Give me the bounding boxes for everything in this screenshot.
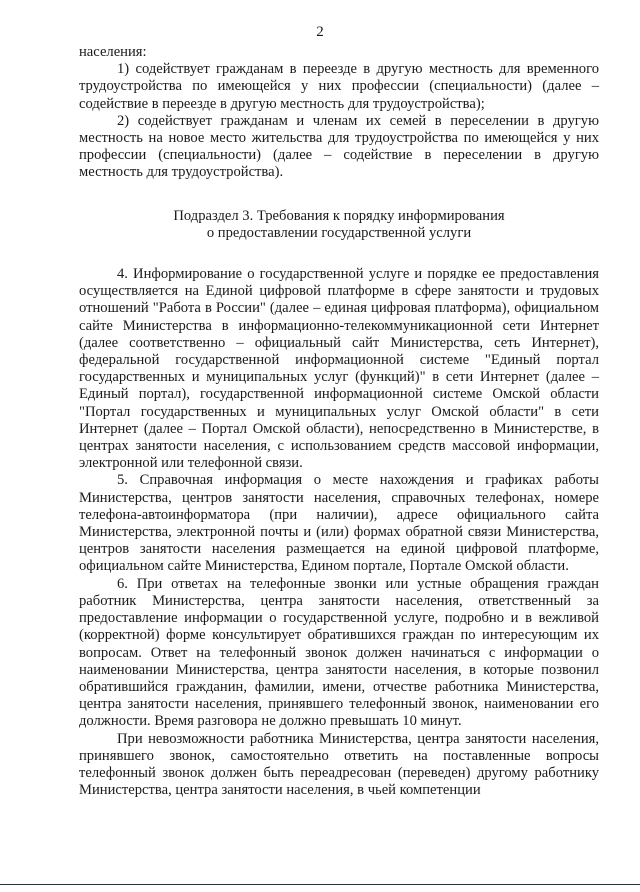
- paragraph-5: 5. Справочная информация о месте нахождения и графиках работы Министерства, центров занятости населения, справочных телефонах, номере телефона-автоинформатора (при наличии), адресе официального сайта Министерства, электронной почты и (или) формах обратной связи Министерства, центров занятости населения размещается на единой цифровой платформе, официальном сайте Министерства, Едином портале, Портале Омской области.: [79, 472, 599, 575]
- paragraph-item-1: 1) содействует гражданам в переезде в другую местность для временного трудоустройства по имеющейся у них профессии (специальности) (далее – содействие в переезде в другую местность для трудоустройства);: [79, 61, 599, 112]
- paragraph-continuation: населения:: [79, 44, 147, 60]
- document-body: [79, 44, 599, 799]
- page-number: 2: [316, 24, 324, 40]
- paragraph-item-2: 2) содействует гражданам и членам их семей в переселении в другую местность на новое место жительства для трудоустройства по имеющейся у них профессии (специальности) (далее – содействие в переселении в другую местность для трудоустройства).: [79, 112, 599, 181]
- subsection-heading: [79, 208, 599, 242]
- page-bottom-edge: [0, 884, 640, 885]
- subsection-heading-line-2: о предоставлении государственной услуги: [206, 224, 472, 241]
- paragraph-4: 4. Информирование о государственной услуге и порядке ее предоставления осуществляется на Единой цифровой платформе в сфере занятости и трудовых отношений "Работа в России" (далее – единая цифровая платформа), официальном сайте Министерства в информационно-телекоммуникационной сети Интернет (далее соответственно – официальный сайт Министерства, сеть Интернет), федеральной государственной информационной системе "Единый портал государственных и муниципальных услуг (функций)" в сети Интернет (далее – Единый портал), государственной информационной системе Омской области "Портал государственных и муниципальных услуг Омской области" в сети Интернет (далее – Портал Омской области), непосредственно в Министерстве, в центрах занятости населения, с использованием средств массовой информации, электронной или телефонной связи.: [79, 266, 599, 472]
- paragraph-6-continued: При невозможности работника Министерства, центра занятости населения, принявшего звонок, самостоятельно ответить на поставленные вопросы телефонный звонок должен быть переадресован (переведен) другому работнику Министерства, центра занятости населения, в чьей компетенции: [79, 730, 599, 799]
- paragraph-6: 6. При ответах на телефонные звонки или устные обращения граждан работник Министерства, центра занятости населения, ответственный за предоставление информации о государственной услуге, подробно и в вежливой (корректной) форме консультирует обратившихся граждан по интересующим их вопросам. Ответ на телефонный звонок должен начинаться с информации о наименовании Министерства, центра занятости населения, в которые позвонил обратившийся гражданин, фамилии, имени, отчестве работника Министерства, центра занятости населения, принявшего телефонный звонок, наименовании его должности. Время разговора не должно превышать 10 минут.: [79, 575, 599, 730]
- subsection-heading-line-1: Подраздел 3. Требования к порядку информирования: [173, 207, 505, 224]
